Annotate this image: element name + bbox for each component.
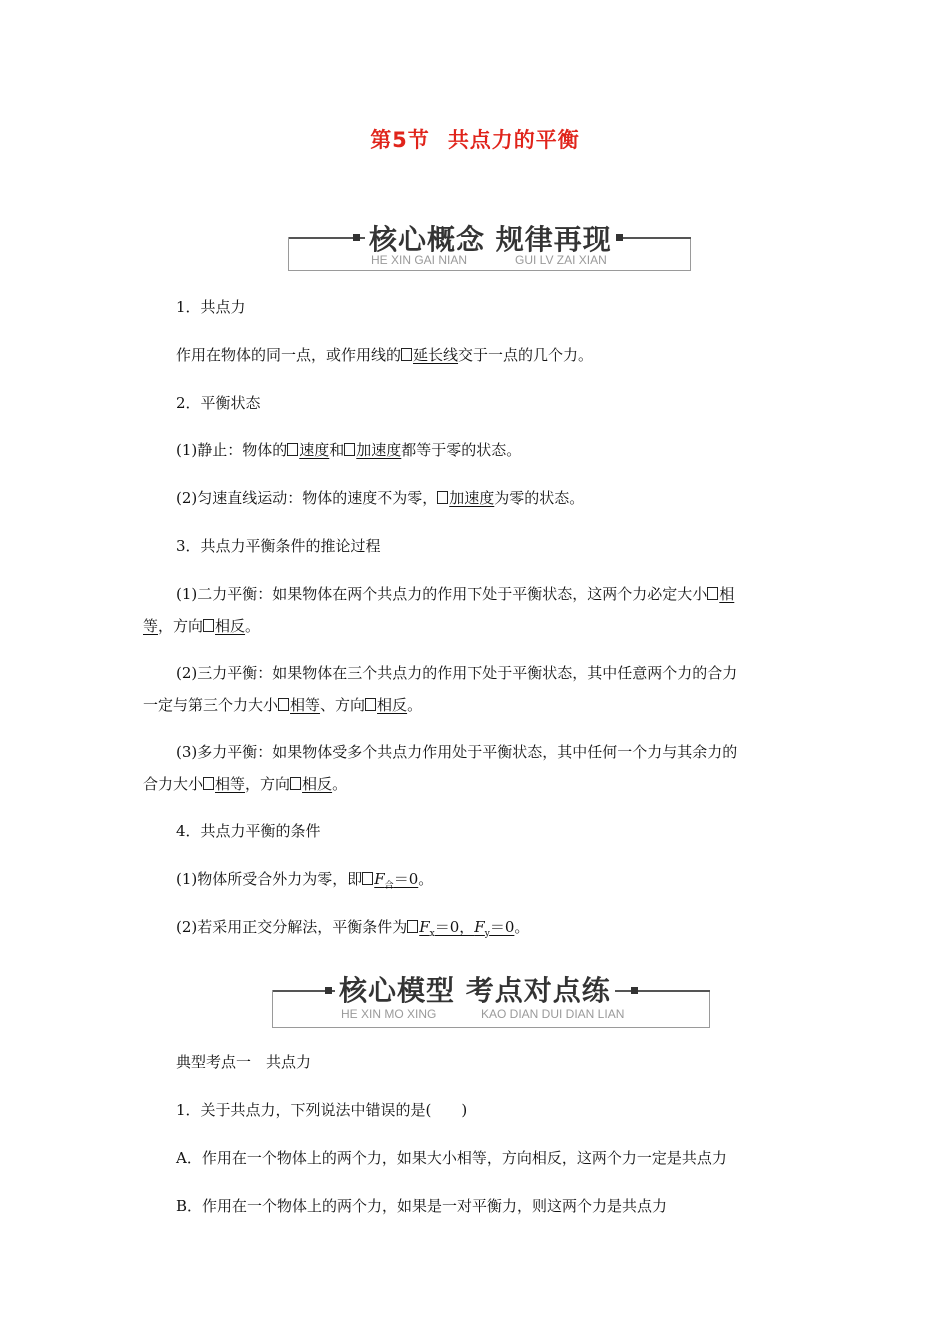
answer-blank: 速度 (299, 441, 330, 459)
answer-blank: 加速度 (449, 489, 495, 507)
answer-box (362, 872, 373, 885)
item-4-2: (2)若采用正交分解法，平衡条件为 $F_x=0$，$F_y=0$。 (176, 918, 530, 939)
banner-square-left (325, 987, 332, 994)
answer-blank: 相反 (215, 617, 246, 635)
item-2-1: (1)静止：物体的 速度和 加速度都等于零的状态。 (176, 441, 522, 459)
answer-box (344, 443, 355, 456)
answer-formula: $F_x=0$，$F_y=0$ (419, 918, 515, 939)
item-3-3: (3)多力平衡：如果物体受多个共点力作用处于平衡状态，其中任何一个力与其余力的 合力大小 相等，方向 相反。 (143, 743, 738, 793)
banner-heading: 核心模型 考点对点练 (335, 969, 615, 1009)
banner-pinyin-left: HE XIN GAI NIAN (371, 253, 468, 267)
item-4-heading: 4．共点力平衡的条件 (176, 822, 321, 840)
section-topic: 共点力的平衡 (447, 128, 580, 152)
option-a: A．作用在一个物体上的两个力，如果大小相等，方向相反，这两个力一定是共点力 (176, 1149, 727, 1167)
answer-box (365, 698, 376, 711)
item-2-heading: 2．平衡状态 (176, 394, 261, 412)
answer-blank: 延长线 (413, 346, 459, 364)
answer-box (407, 920, 418, 933)
item-3-1: (1)二力平衡：如果物体在两个共点力的作用下处于平衡状态，这两个力必定大小 相 等，方向 相反。 (143, 585, 735, 635)
section-banner-core-concepts (288, 223, 691, 271)
banner-square-left (353, 234, 360, 241)
answer-box (287, 443, 298, 456)
banner-pinyin-right: GUI LV ZAI XIAN (515, 253, 607, 267)
answer-blank: 相等 (290, 696, 321, 714)
section-number: 第5节 (370, 128, 430, 152)
exam-point-heading: 典型考点一 共点力 (176, 1053, 312, 1071)
banner-square-right (631, 987, 638, 994)
question-stem: 1．关于共点力，下列说法中错误的是( ) (176, 1101, 468, 1119)
item-1-heading: 1．共点力 (176, 298, 246, 316)
banner-heading: 核心概念 规律再现 (365, 218, 616, 258)
banner-pinyin-right: KAO DIAN DUI DIAN LIAN (481, 1007, 625, 1021)
answer-box (278, 698, 289, 711)
page-title (0, 124, 950, 154)
answer-blank: 相反 (377, 696, 408, 714)
section-banner-core-models (272, 974, 710, 1028)
answer-blank: 相等 (215, 775, 246, 793)
option-b: B．作用在一个物体上的两个力，如果是一对平衡力，则这两个力是共点力 (176, 1197, 668, 1215)
answer-blank: 相 (719, 585, 735, 603)
banner-square-right (616, 234, 623, 241)
answer-box (203, 619, 214, 632)
answer-blank: 加速度 (356, 441, 402, 459)
item-2-2: (2)匀速直线运动：物体的速度不为零， 加速度为零的状态。 (176, 489, 585, 507)
answer-box (290, 777, 301, 790)
answer-blank-cont: 等 (143, 617, 159, 635)
item-4-1: (1)物体所受合外力为零，即 $F_合=0$。 (176, 870, 434, 891)
item-1-definition: 作用在物体的同一点，或作用线的 延长线交于一点的几个力。 (176, 346, 594, 364)
answer-box (203, 777, 214, 790)
item-3-heading: 3．共点力平衡条件的推论过程 (176, 537, 381, 555)
item-3-2: (2)三力平衡：如果物体在三个共点力的作用下处于平衡状态，其中任意两个力的合力 一定与第三个力大小 相等、方向 相反。 (143, 664, 738, 714)
answer-formula: $F_合=0$ (374, 870, 419, 891)
answer-box (707, 587, 718, 600)
answer-blank: 相反 (302, 775, 333, 793)
answer-box (437, 491, 448, 504)
answer-box (401, 348, 412, 361)
banner-pinyin-left: HE XIN MO XING (341, 1007, 437, 1021)
